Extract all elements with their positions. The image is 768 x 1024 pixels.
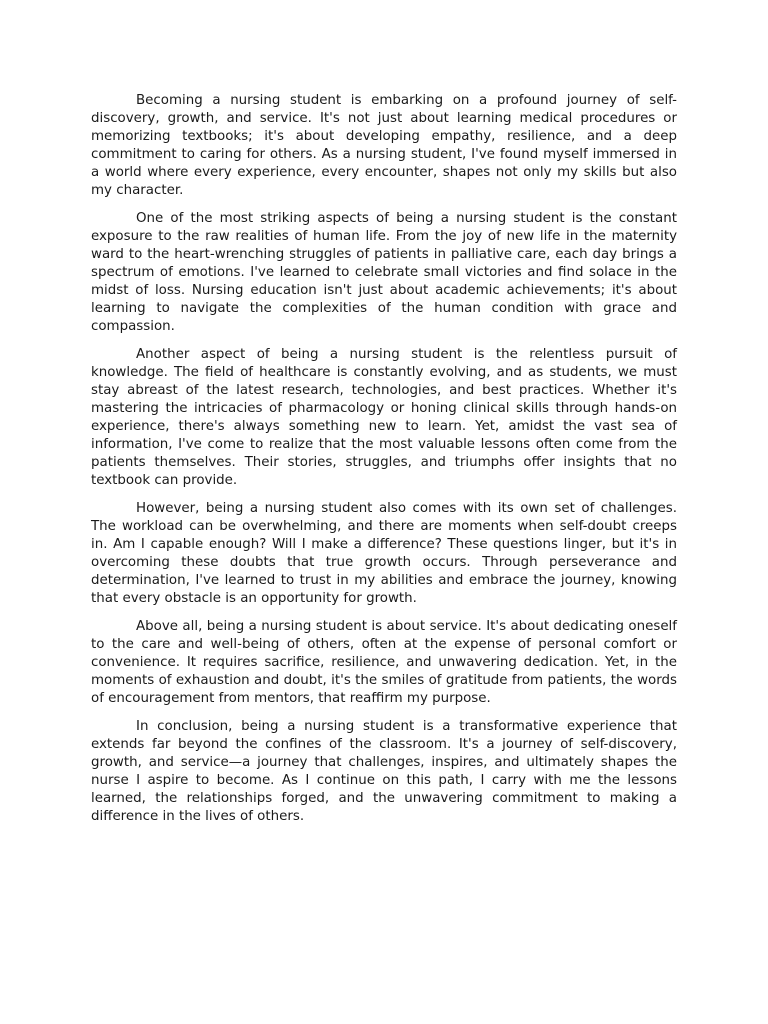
document-body (91, 92, 677, 836)
paragraph-4: However, being a nursing student also comes with its own set of challenges. The workload can be overwhelming, and there are moments when self-doubt creeps in. Am I capable enough? Will I make a difference? These questions linger, but it's in overcoming these doubts that true growth occurs. Through perseverance and determination, I've learned to trust in my abilities and embrace the journey, knowing that every obstacle is an opportunity for growth. (91, 501, 677, 606)
paragraph-2: One of the most striking aspects of being a nursing student is the constant exposure to the raw realities of human life. From the joy of new life in the maternity ward to the heart-wrenching struggles of patients in palliative care, each day brings a spectrum of emotions. I've learned to celebrate small victories and find solace in the midst of loss. Nursing education isn't just about academic achievements; it's about learning to navigate the complexities of the human condition with grace and compassion. (91, 211, 677, 334)
paragraph-1: Becoming a nursing student is embarking on a profound journey of self-discovery, growth, and service. It's not just about learning medical procedures or memorizing textbooks; it's about developing empathy, resilience, and a deep commitment to caring for others. As a nursing student, I've found myself immersed in a world where every experience, every encounter, shapes not only my skills but also my character. (91, 93, 677, 198)
paragraph-6: In conclusion, being a nursing student is a transformative experience that extends far beyond the confines of the classroom. It's a journey of self-discovery, growth, and service—a journey that challenges, inspires, and ultimately shapes the nurse I aspire to become. As I continue on this path, I carry with me the lessons learned, the relationships forged, and the unwavering commitment to making a difference in the lives of others. (91, 719, 677, 824)
paragraph-5: Above all, being a nursing student is about service. It's about dedicating oneself to the care and well-being of others, often at the expense of personal comfort or convenience. It requires sacrifice, resilience, and unwavering dedication. Yet, in the moments of exhaustion and doubt, it's the smiles of gratitude from patients, the words of encouragement from mentors, that reaffirm my purpose. (91, 619, 677, 706)
paragraph-3: Another aspect of being a nursing student is the relentless pursuit of knowledge. The field of healthcare is constantly evolving, and as students, we must stay abreast of the latest research, technologies, and best practices. Whether it's mastering the intricacies of pharmacology or honing clinical skills through hands-on experience, there's always something new to learn. Yet, amidst the vast sea of information, I've come to realize that the most valuable lessons often come from the patients themselves. Their stories, struggles, and triumphs offer insights that no textbook can provide. (91, 347, 677, 488)
